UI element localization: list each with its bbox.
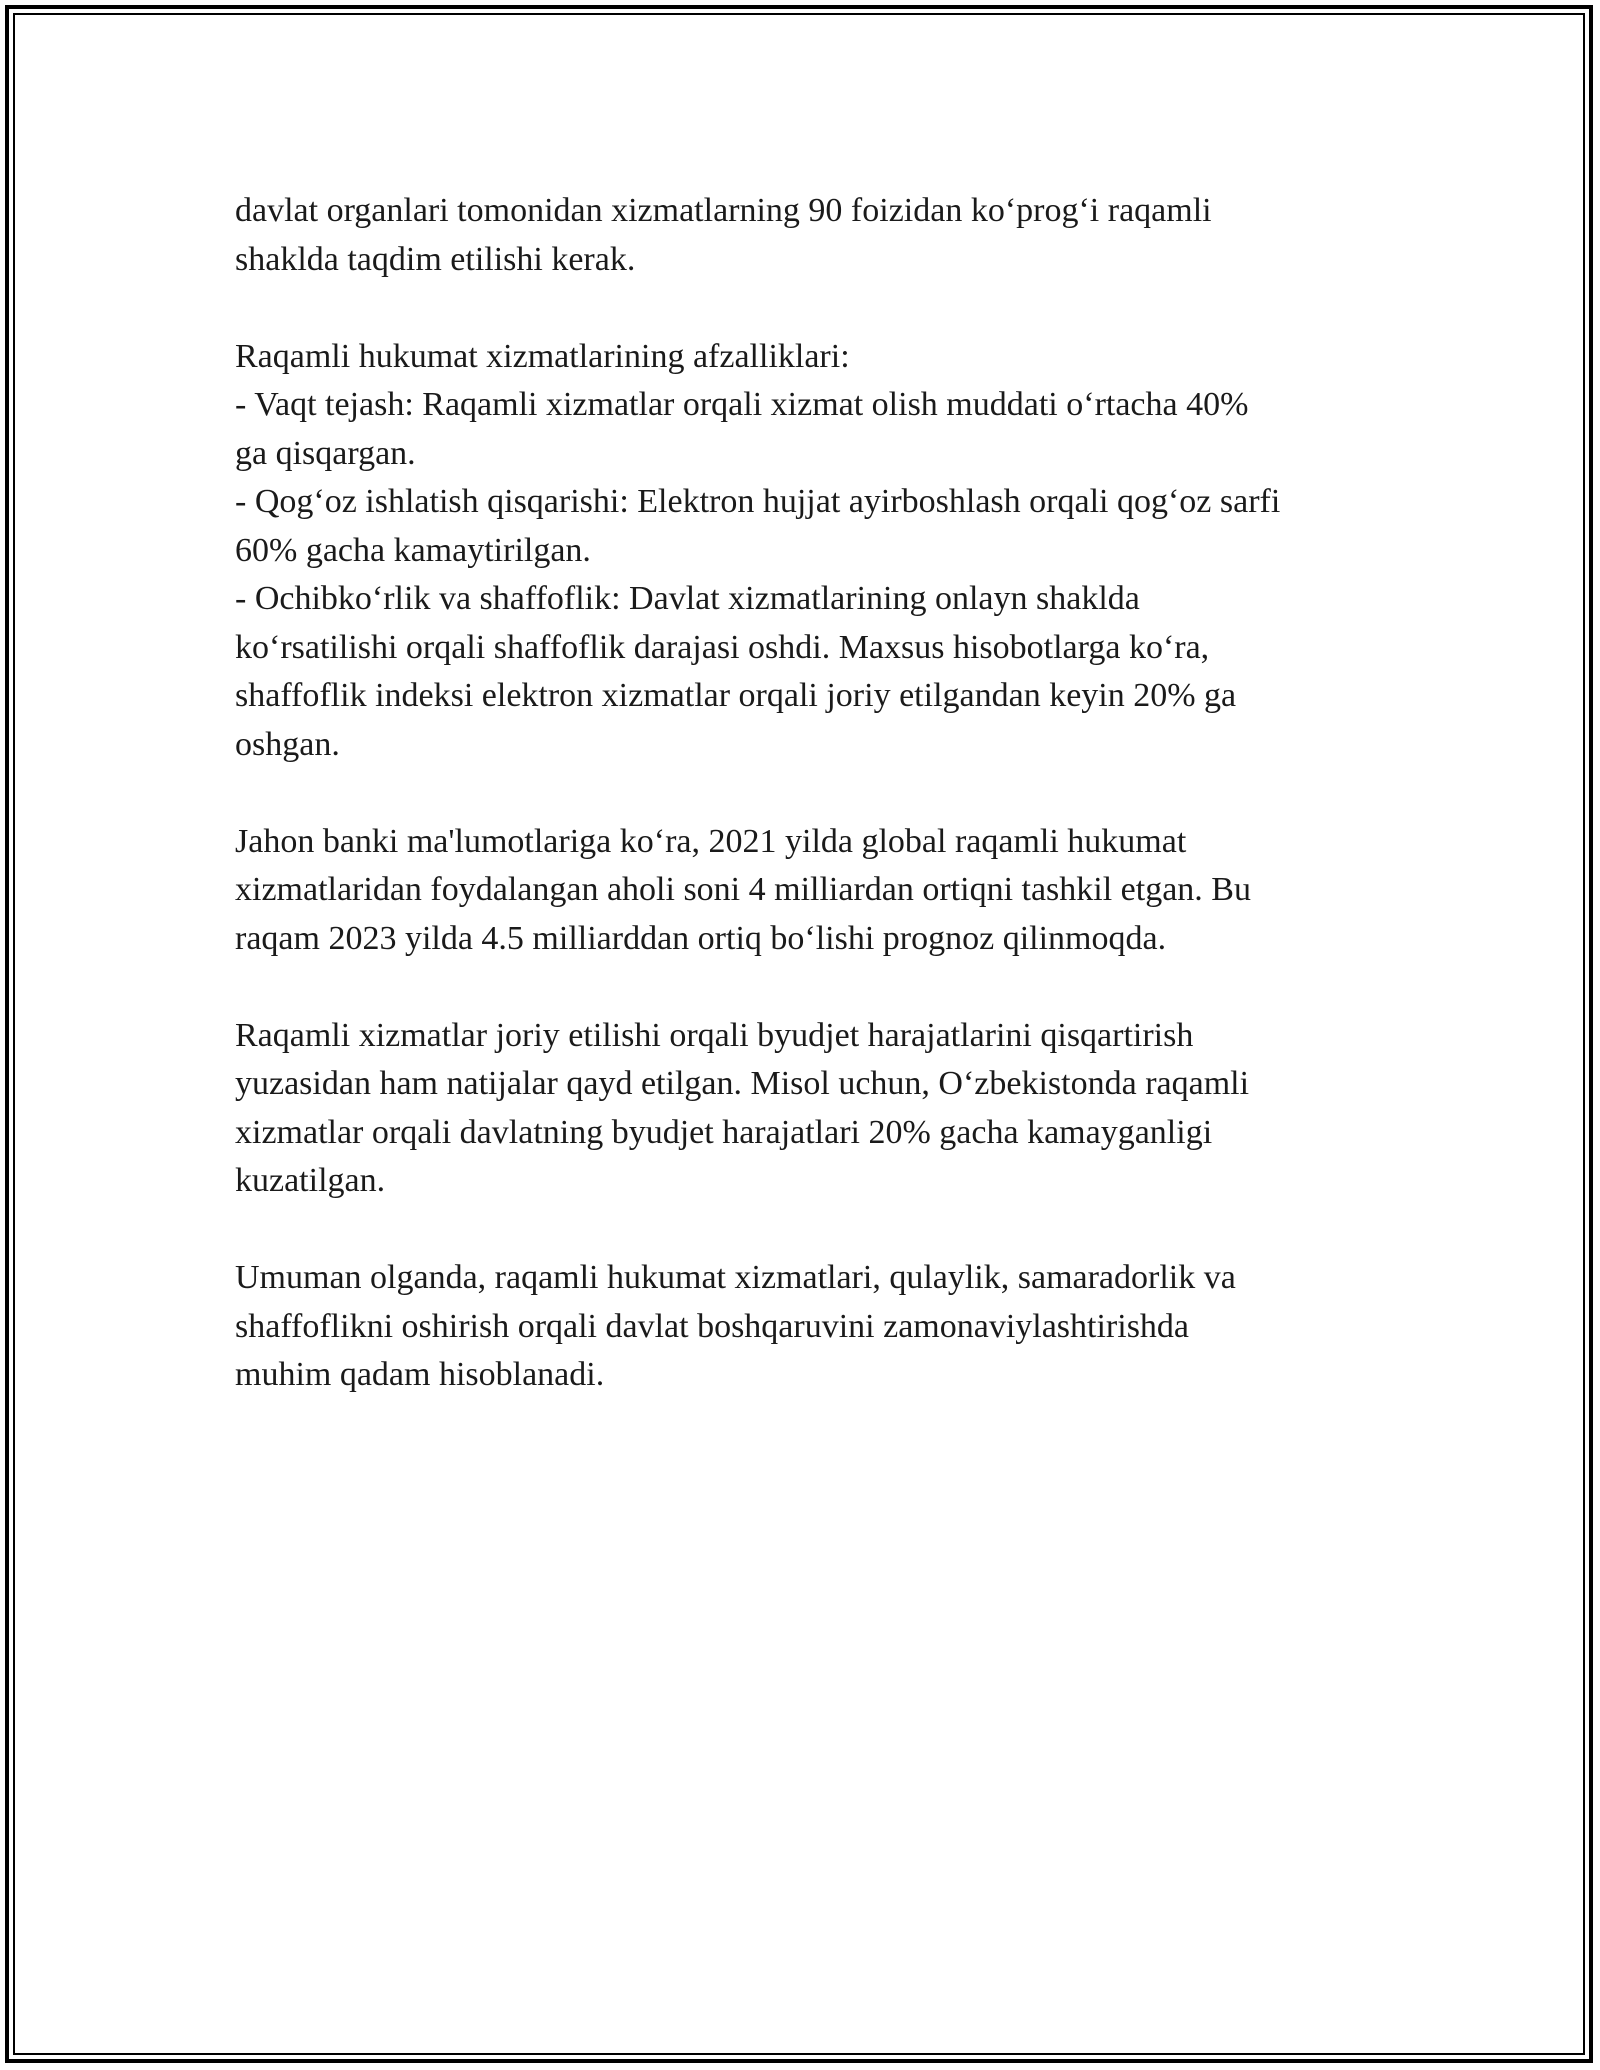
paragraph-4: Raqamli xizmatlar joriy etilishi orqali byudjet harajatlarini qisqartirish yuzasidan ham natijalar qayd etilgan. Misol uchun, O‘zbekistonda raqamli xizmatlar orqali davlatning byudjet harajatlari 20% gacha kamayganligi kuzatilgan. [235, 1016, 1250, 1199]
document-body [235, 187, 1375, 1400]
paragraph-1: davlat organlari tomonidan xizmatlarning 90 foizidan ko‘prog‘i raqamli shaklda taqdim etilishi kerak. [235, 192, 1212, 278]
paragraph-2-benefits-list: Raqamli hukumat xizmatlarining afzalliklari: - Vaqt tejash: Raqamli xizmatlar orqali xizmat olish muddati o‘rtacha 40% ga qisqargan. - Qog‘oz ishlatish qisqarishi: Elektron hujjat ayirboshlash orqali qog‘oz sarfi 60% gacha kamaytirilgan. - Ochibko‘rlik va shaffoflik: Davlat xizmatlarining onlayn shaklda ko‘rsatilishi orqali shaffoflik darajasi oshdi. Maxsus hisobotlarga ko‘ra, shaffoflik indeksi elektron xizmatlar orqali joriy etilgandan keyin 20% ga oshgan. [235, 337, 1281, 763]
paragraph-5-conclusion: Umuman olganda, raqamli hukumat xizmatlari, qulaylik, samaradorlik va shaffoflikni oshirish orqali davlat boshqaruvini zamonaviylashtirishda muhim qadam hisoblanadi. [235, 1259, 1236, 1393]
paragraph-3: Jahon banki ma'lumotlariga ko‘ra, 2021 yilda global raqamli hukumat xizmatlaridan foydalangan aholi soni 4 milliardan ortiqni tashkil etgan. Bu raqam 2023 yilda 4.5 milliarddan ortiq bo‘lishi prognoz qilinmoqda. [235, 822, 1251, 957]
